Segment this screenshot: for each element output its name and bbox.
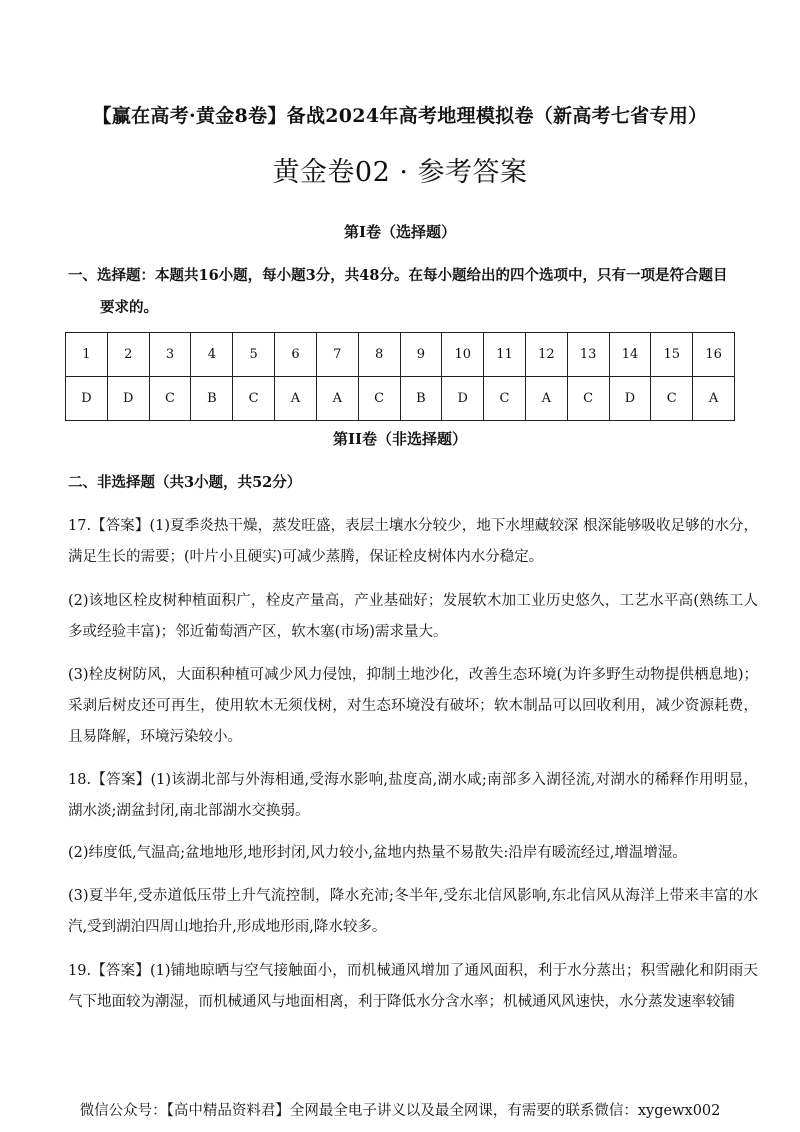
answer-cell: C xyxy=(567,377,609,421)
answer-cell: D xyxy=(107,377,149,421)
question-number-cell: 15 xyxy=(651,333,693,377)
answer-cell: B xyxy=(191,377,233,421)
question-number-cell: 13 xyxy=(567,333,609,377)
question-number-cell: 3 xyxy=(149,333,191,377)
answer-paragraph: 17.【答案】(1)夏季炎热干燥，蒸发旺盛，表层土壤水分较少，地下水埋藏较深 根深能够吸收足够的水分，满足生长的需要；(叶片小且硬实)可减少蒸腾，保证栓皮树体内水分稳定。 xyxy=(68,518,758,565)
part2-heading: 第II卷（非选择题） xyxy=(332,430,468,448)
question-number-cell: 7 xyxy=(316,333,358,377)
question-number-cell: 14 xyxy=(609,333,651,377)
instructions-line1: 一、选择题：本题共16小题，每小题3分，共48分。在每小题给出的四个选项中，只有一项是符合题目 xyxy=(68,267,728,284)
document-title: 【赢在高考·黄金8卷】备战2024年高考地理模拟卷（新高考七省专用） xyxy=(92,105,708,127)
answer-row xyxy=(66,377,735,421)
question-number-cell: 11 xyxy=(484,333,526,377)
question-number-cell: 9 xyxy=(400,333,442,377)
answer-cell: B xyxy=(400,377,442,421)
question-number-cell: 6 xyxy=(275,333,317,377)
answer-table xyxy=(65,332,735,421)
instructions-line2: 要求的。 xyxy=(100,299,158,316)
answer-cell: A xyxy=(525,377,567,421)
question-number-cell: 1 xyxy=(66,333,108,377)
answer-paragraph: (3)栓皮树防风，大面积种植可减少风力侵蚀，抑制土地沙化，改善生态环境(为许多野生动物提供栖息地)；采剥后树皮还可再生，使用软木无须伐树，对生态环境没有破坏；软木制品可以回收利用，减少资源耗费，且易降解，环境污染较小。 xyxy=(68,667,758,745)
answer-cell: A xyxy=(316,377,358,421)
answer-paragraph: (2)纬度低,气温高;盆地地形,地形封闭,风力较小,盆地内热量不易散失:沿岸有暖流经过,增温增湿。 xyxy=(68,845,687,861)
answer-cell: C xyxy=(484,377,526,421)
answer-cell: A xyxy=(693,377,735,421)
question-number-cell: 12 xyxy=(525,333,567,377)
part1-heading: 第I卷（选择题） xyxy=(343,223,457,241)
document-subtitle: 黄金卷02 · 参考答案 xyxy=(272,157,528,188)
answer-paragraph: 19.【答案】(1)铺地晾晒与空气接触面小，而机械通风增加了通风面积，利于水分蒸出；积雪融化和阴雨天气下地面较为潮湿，而机械通风与地面相离，利于降低水分含水率；机械通风风速快，水分蒸发速率较铺 xyxy=(68,963,758,1010)
question-number-row xyxy=(66,333,735,377)
footer-note: 微信公众号：【高中精品资料君】全网最全电子讲义以及最全网课，有需要的联系微信：xygewx002 xyxy=(79,1103,721,1119)
answer-cell: C xyxy=(149,377,191,421)
answer-cell: C xyxy=(358,377,400,421)
answer-cell: D xyxy=(66,377,108,421)
answer-paragraph: 18.【答案】(1)该湖北部与外海相通,受海水影响,盐度高,湖水咸;南部多入湖径流,对湖水的稀释作用明显，湖水淡;湖盆封闭,南北部湖水交换弱。 xyxy=(68,772,758,819)
answer-cell: C xyxy=(651,377,693,421)
question-number-cell: 5 xyxy=(233,333,275,377)
answer-cell: A xyxy=(275,377,317,421)
answer-cell: D xyxy=(442,377,484,421)
answer-cell: D xyxy=(609,377,651,421)
question-number-cell: 10 xyxy=(442,333,484,377)
answer-paragraph: (2)该地区栓皮树种植面积广，栓皮产量高，产业基础好；发展软木加工业历史悠久，工艺水平高(熟练工人多或经验丰富)；邻近葡萄酒产区，软木塞(市场)需求量大。 xyxy=(68,593,758,640)
question-number-cell: 4 xyxy=(191,333,233,377)
part2-subheading: 二、非选择题（共3小题，共52分） xyxy=(68,474,302,491)
question-number-cell: 16 xyxy=(693,333,735,377)
question-number-cell: 2 xyxy=(107,333,149,377)
part1-instructions xyxy=(68,260,748,324)
question-number-cell: 8 xyxy=(358,333,400,377)
answer-paragraph: (3)夏半年,受赤道低压带上升气流控制，降水充沛;冬半年,受东北信风影响,东北信风从海洋上带来丰富的水汽,受到湖泊四周山地抬升,形成地形雨,降水较多。 xyxy=(68,888,758,935)
answer-cell: C xyxy=(233,377,275,421)
